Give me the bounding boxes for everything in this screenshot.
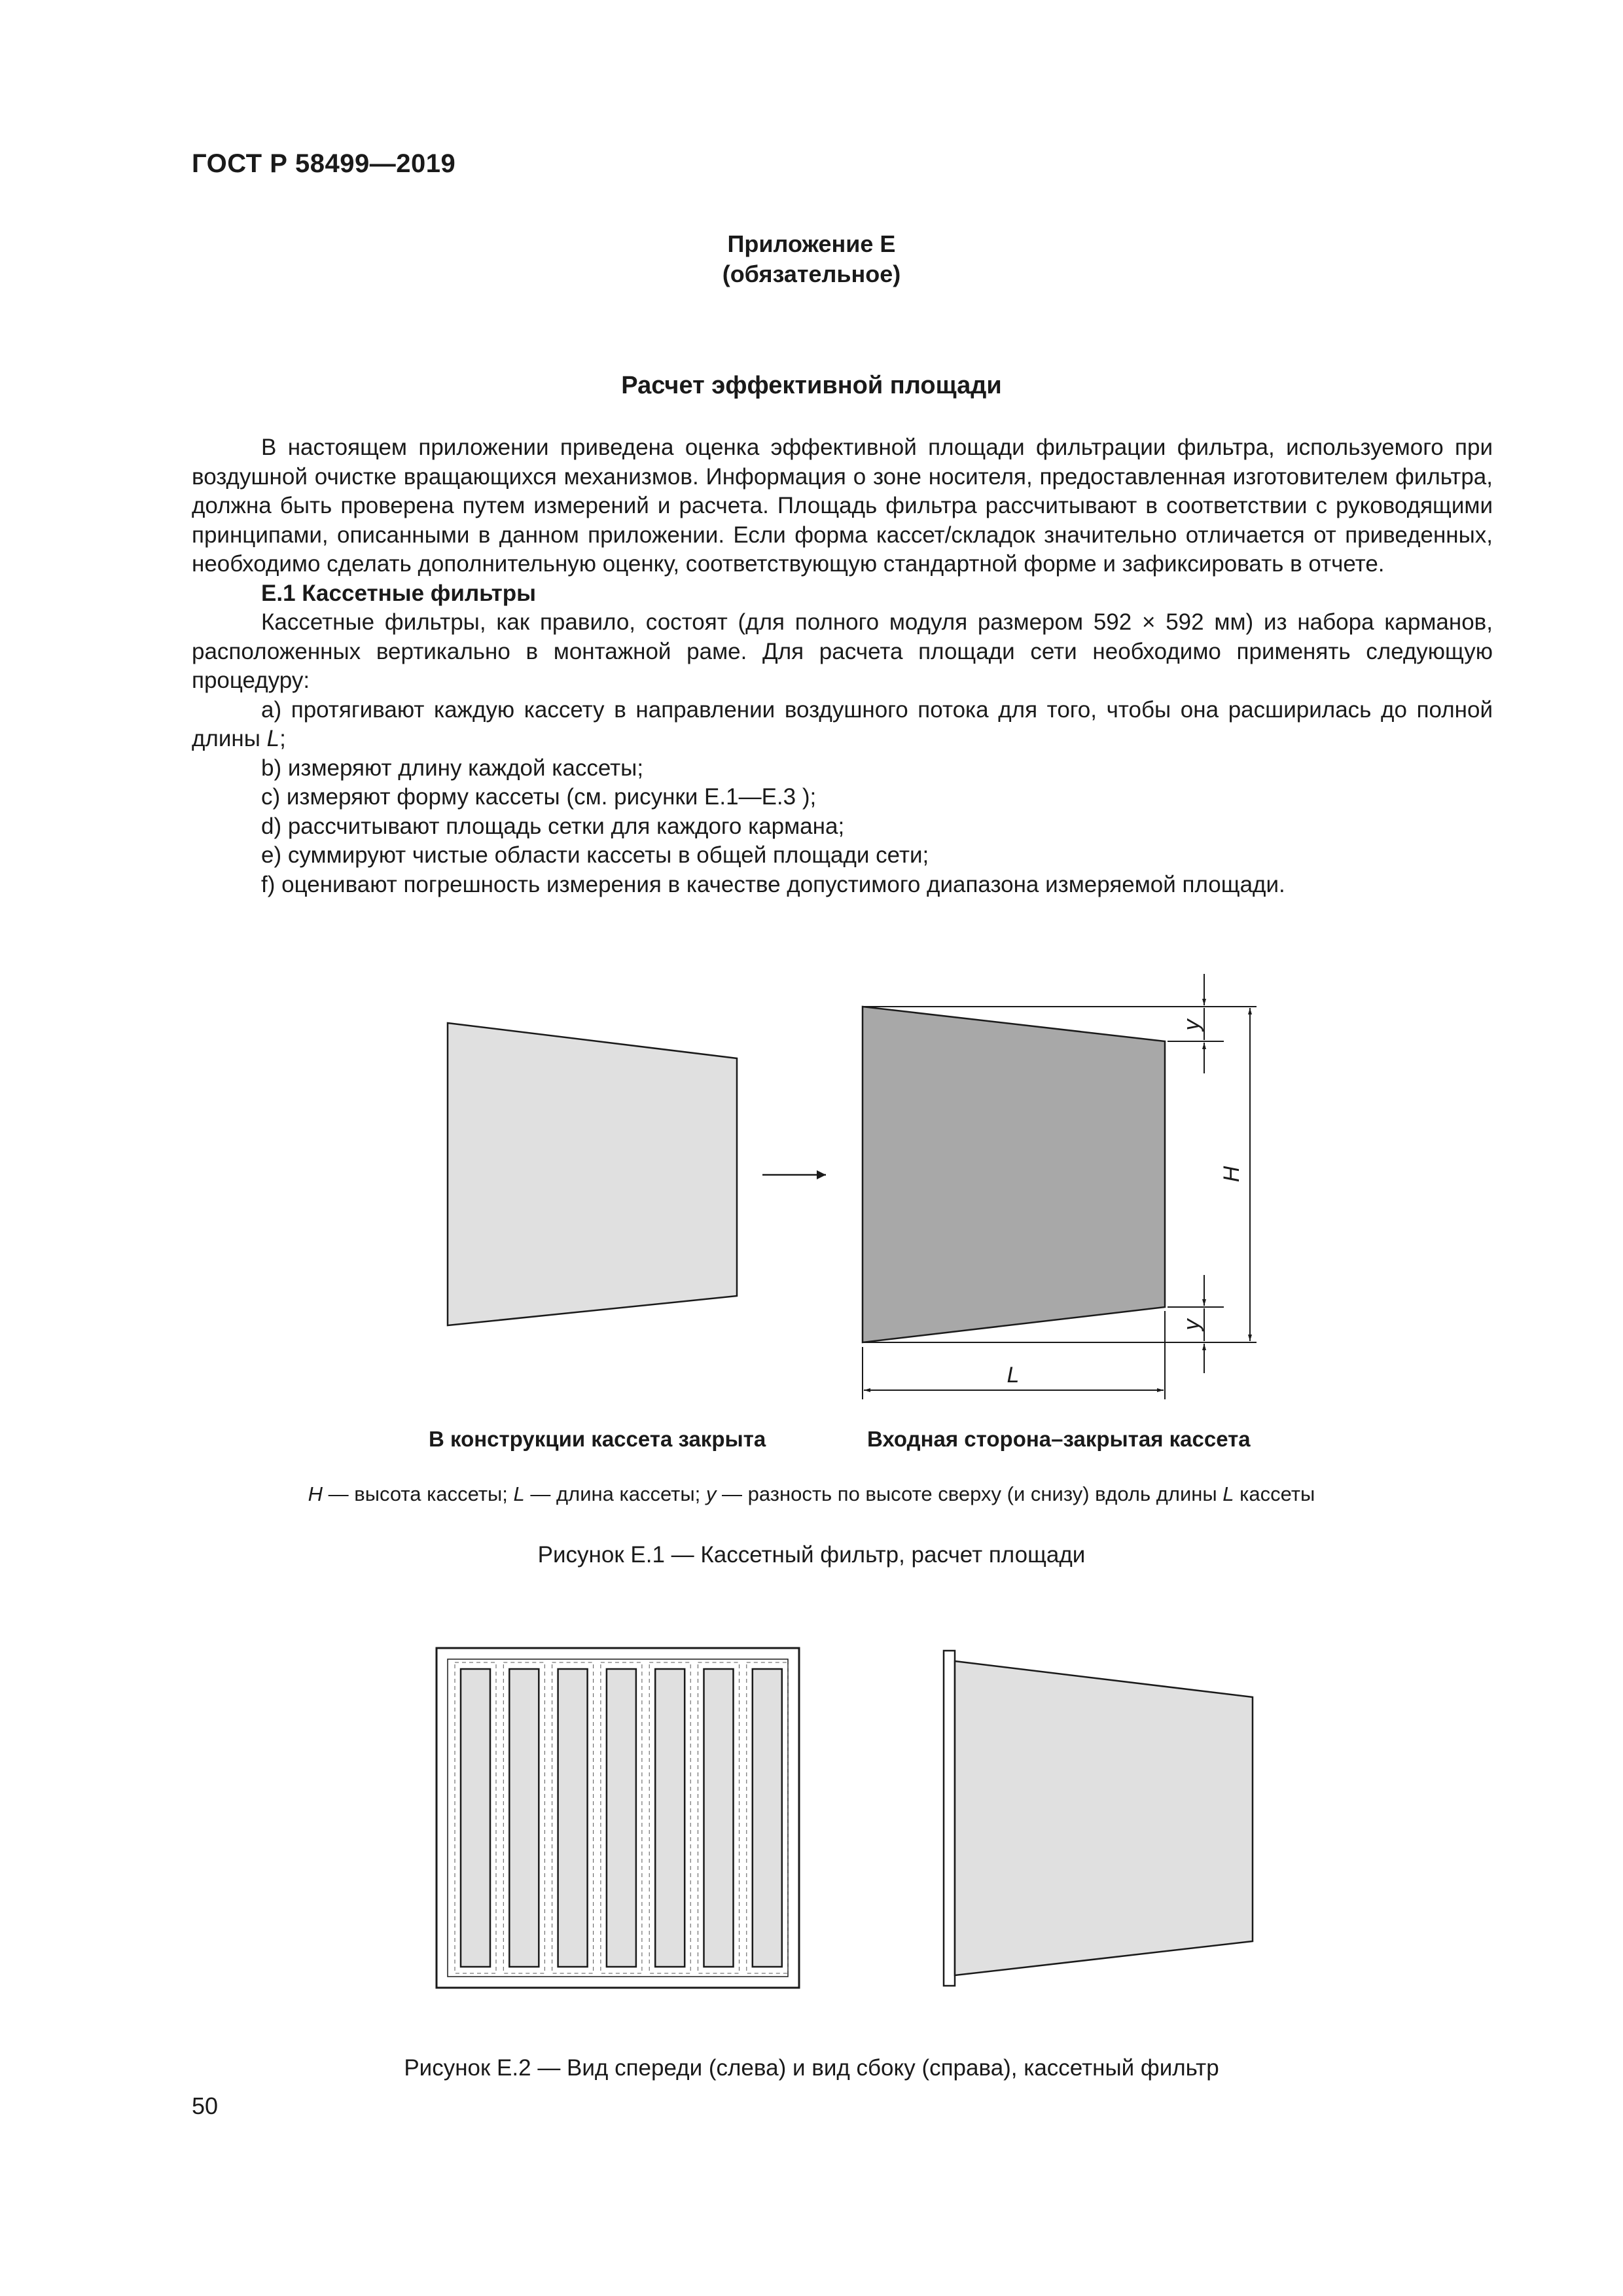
pocket <box>607 1669 636 1967</box>
step-b: b) измеряют длину каждой кассеты; <box>261 755 644 781</box>
section-heading: Е.1 Кассетные фильтры <box>261 580 537 606</box>
dim-y-top: y <box>1179 1019 1204 1031</box>
figure1-caption: Рисунок Е.1 — Кассетный фильтр, расчет площади <box>537 1542 1086 1568</box>
page-number: 50 <box>192 2092 219 2119</box>
figure1-left-label: В конструкции кассета закрыта <box>429 1427 766 1451</box>
intro-paragraph: В настоящем приложении приведена оценка эффективной площади фильтрации фильтра, используемого при воздушной очистке вращающихся механизмов. Информация о зоне носителя, предоставленная изготовителем фильтра, должна быть проверена путем измерений и расчета. Площадь фильтра рассчитывают в соответствии с руководящими принципами, описанными в данном приложении. Если форма кассет/складок значительно отличается от приведенных, необходимо сделать дополнительную оценку, соответствующую стандартной форме и зафиксировать в отчете. <box>192 435 1493 577</box>
figure1-right-label: Входная сторона–закрытая кассета <box>867 1427 1251 1451</box>
appendix-name: Приложение Е <box>727 230 896 257</box>
step-c: c) измеряют форму кассеты (см. рисунки Е.1—Е.3 ); <box>261 784 817 810</box>
side-view <box>944 1651 1253 1986</box>
step-f: f) оценивают погрешность измерения в качестве допустимого диапазона измеряемой площади. <box>261 871 1285 897</box>
front-view <box>437 1648 799 1988</box>
figure1-legend: H — высота кассеты; L — длина кассеты; y — разность по высоте сверху (и снизу) вдоль длины L кассеты <box>308 1482 1315 1505</box>
appendix-title: Расчет эффективной площади <box>621 372 1002 399</box>
pocket <box>753 1669 782 1967</box>
pocket <box>704 1669 734 1967</box>
dim-y-bottom: y <box>1179 1319 1204 1331</box>
step-e: e) суммируют чистые области кассеты в общей площади сети; <box>261 842 929 868</box>
step-a: a) протягивают каждую кассету в направлении воздушного потока для того, чтобы она расширилась до полной длины L; <box>192 696 1493 751</box>
section-paragraph: Кассетные фильтры, как правило, состоят (для полного модуля размером 592 × 592 мм) из набора карманов, расположенных вертикально в монтажной раме. Для расчета площади сети необходимо применять следующую процедуру: <box>192 609 1493 693</box>
pocket <box>509 1669 539 1967</box>
document-header: ГОСТ Р 58499—2019 <box>192 149 456 178</box>
dim-l: L <box>1007 1363 1020 1388</box>
figure2-caption: Рисунок Е.2 — Вид спереди (слева) и вид сбоку (справа), кассетный фильтр <box>404 2055 1219 2081</box>
pocket <box>655 1669 685 1967</box>
step-d: d) рассчитывают площадь сетки для каждого кармана; <box>261 813 845 839</box>
dim-h: H <box>1219 1166 1244 1183</box>
appendix-status: (обязательное) <box>722 260 901 287</box>
pocket <box>558 1669 588 1967</box>
pocket <box>461 1669 490 1967</box>
